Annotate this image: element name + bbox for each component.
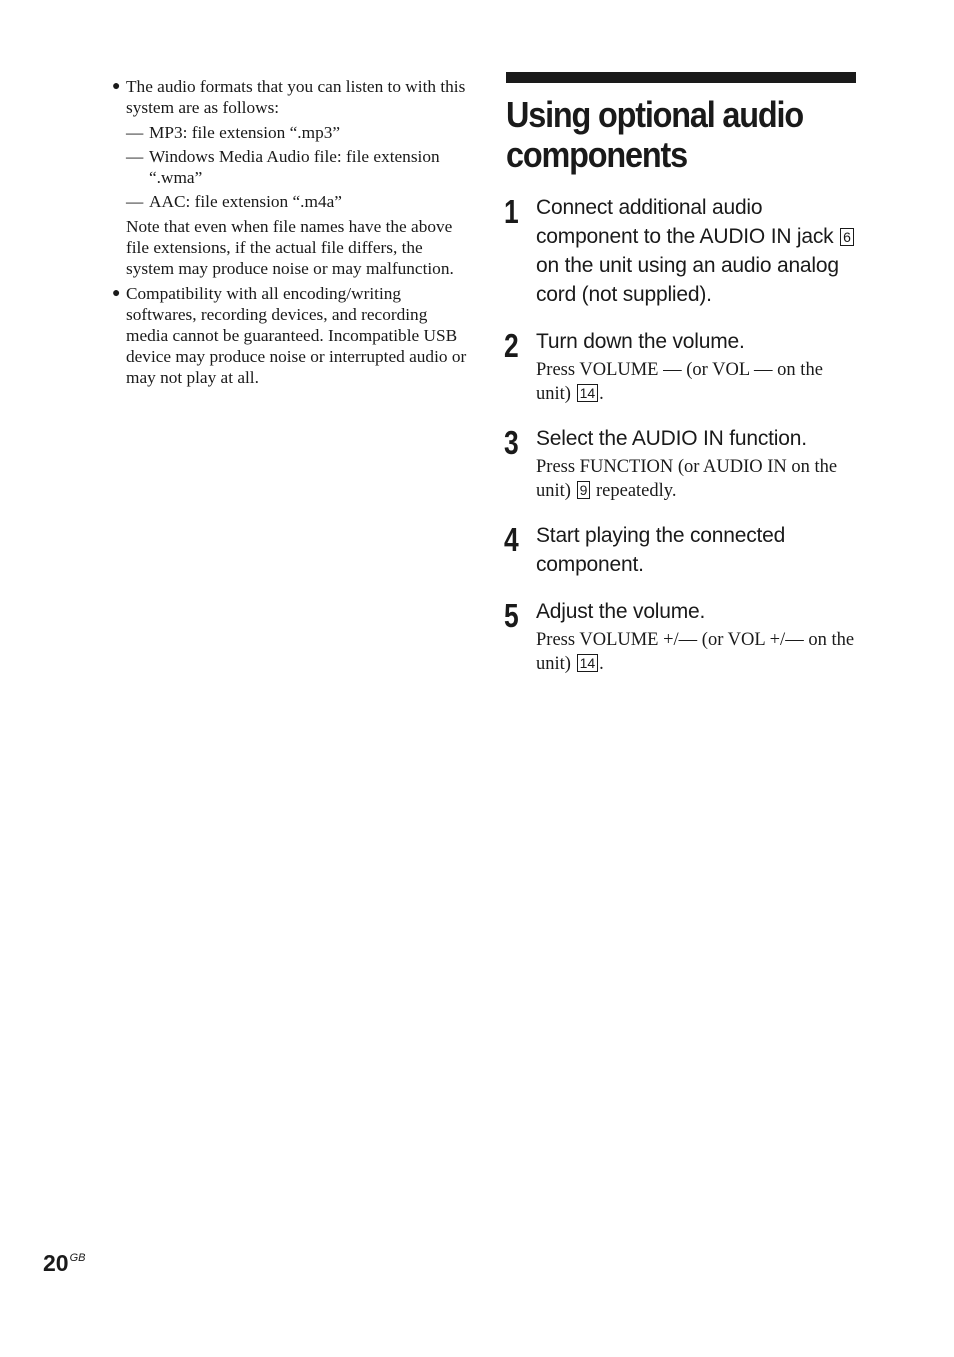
step-heading: Select the AUDIO IN function. [536, 427, 807, 450]
step-2 [506, 327, 856, 406]
file-extension-note: Note that even when file names have the above file extensions, if the actual file differs, the system may produce noise or may malfunction. [126, 217, 454, 278]
step-heading-text: Connect additional audio component to the AUDIO IN jack [536, 196, 834, 248]
step-number: 4 [504, 521, 519, 558]
step-body [536, 628, 856, 676]
section-title: Using optional audio components [506, 94, 803, 175]
step-4 [506, 521, 856, 579]
bullet-text: The audio formats that you can listen to with this system are as follows: [126, 77, 466, 117]
step-heading: Start playing the connected component. [536, 524, 786, 576]
step-number: 5 [504, 597, 519, 634]
page-number [43, 1250, 86, 1277]
right-column [506, 72, 856, 676]
region-code: GB [69, 1252, 86, 1264]
dash-item-aac [108, 191, 468, 212]
part-ref-box: 9 [577, 481, 591, 499]
step-5 [506, 597, 856, 676]
section-rule [506, 72, 856, 83]
dash-text: MP3: file extension “.mp3” [149, 123, 341, 142]
step-body-text: . [599, 384, 604, 404]
dash-mark: — [126, 123, 144, 142]
dash-text: AAC: file extension “.m4a” [149, 192, 342, 211]
dash-item-wma [108, 146, 468, 188]
step-body-text: Press VOLUME +/— (or VOL +/— on the unit) [536, 630, 855, 674]
step-body-text: Press VOLUME — (or VOL — on the unit) [536, 360, 823, 404]
bullet-text: Compatibility with all encoding/writing softwares, recording devices, and recording media cannot be guaranteed. Incompatible USB device may produce noise or interrupted audio or may not play at all. [126, 284, 467, 387]
dash-mark: — [126, 147, 144, 166]
step-1 [506, 193, 856, 309]
step-heading-text: on the unit using an audio analog cord (not supplied). [536, 254, 839, 306]
step-body [536, 455, 856, 503]
step-heading: Turn down the volume. [536, 330, 745, 353]
dash-item-mp3 [108, 122, 468, 143]
step-number: 1 [504, 193, 519, 230]
dash-text: Windows Media Audio file: file extension “.wma” [149, 147, 440, 187]
step-body-text: Press FUNCTION (or AUDIO IN on the unit) [536, 457, 838, 501]
step-number: 3 [504, 424, 519, 461]
step-number: 2 [504, 327, 519, 364]
step-body-text: . [599, 654, 604, 674]
part-ref-box: 14 [577, 654, 599, 672]
bullet-dot: ● [112, 79, 121, 94]
part-ref-box: 6 [840, 228, 854, 246]
bullet-audio-formats [108, 76, 468, 118]
step-body [536, 358, 856, 406]
bullet-compatibility [108, 283, 468, 388]
step-heading: Adjust the volume. [536, 600, 706, 623]
page-number-value: 20 [43, 1250, 69, 1276]
step-body-text: repeatedly. [596, 481, 677, 501]
left-column [108, 76, 468, 392]
part-ref-box: 14 [577, 384, 599, 402]
dash-mark: — [126, 192, 144, 211]
step-3 [506, 424, 856, 503]
bullet-dot: ● [112, 286, 121, 301]
step-heading [536, 193, 856, 309]
